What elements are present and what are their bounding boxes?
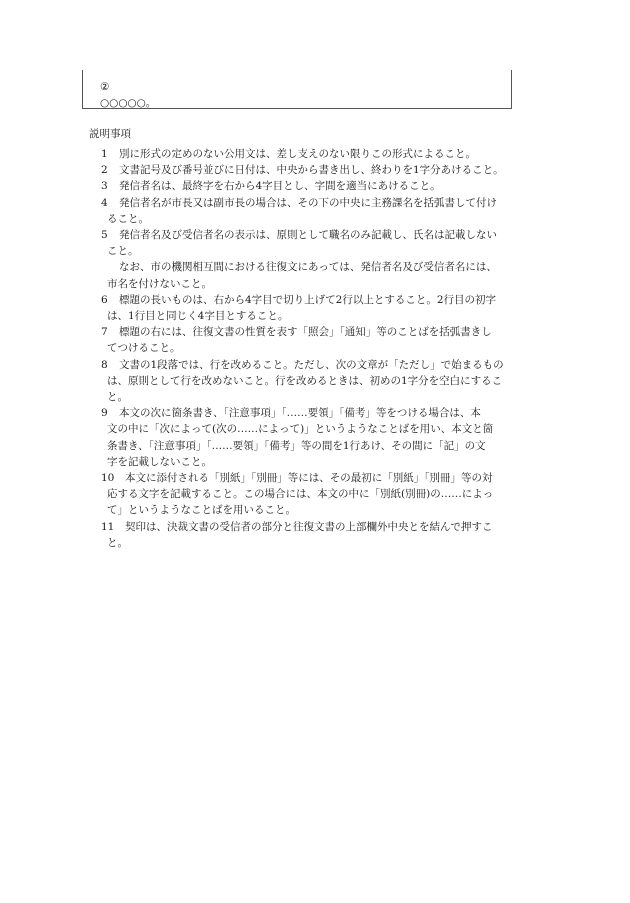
item-text: 標題の右には、往復文書の性質を表す「照会」「通知」等のことばを括弧書きし xyxy=(119,326,492,339)
item-text: こと。 xyxy=(107,245,139,258)
list-item xyxy=(89,324,549,356)
item-number: 5 xyxy=(101,228,108,241)
box-line-2: ○○○○○。 xyxy=(100,97,157,109)
list-item xyxy=(89,519,549,551)
item-number: 11 xyxy=(101,520,115,533)
item-text: てつけること。 xyxy=(107,342,181,355)
list-item xyxy=(89,470,549,519)
item-text: は、原則として行を改めないこと。行を改めるときは、初めの1字分を空白にするこ xyxy=(107,374,503,387)
item-text: なお、市の機関相互間における往復文にあっては、発信者名及び受信者名には、 xyxy=(119,261,497,274)
item-text: 文書の1段落では、行を改めること。ただし、次の文章が「ただし」で始まるもの xyxy=(119,358,504,371)
item-text: 字を記載しないこと。 xyxy=(107,455,212,468)
item-text: は、1行目と同じく4字目とすること。 xyxy=(107,309,289,322)
item-number: 4 xyxy=(101,196,108,209)
item-text: 文の中に「次によって(次の……によって)」というようなことばを用い、本文と箇 xyxy=(107,423,494,436)
item-text: 発信者名は、最終字を右から4字目とし、字間を適当にあけること。 xyxy=(119,180,441,193)
list-item xyxy=(89,357,549,406)
item-text: 本文の次に箇条書き、「注意事項」「……要領」「備考」等をつける場合は、本 xyxy=(119,407,481,420)
list-item xyxy=(89,292,549,324)
item-number: 2 xyxy=(101,164,108,177)
item-text: 別に形式の定めのない公用文は、差し支えのない限りこの形式によること。 xyxy=(119,148,476,160)
item-text: 標題の長いものは、右から4字目で切り上げて2行以上とすること。2行目の初字 xyxy=(119,293,497,306)
item-number: 9 xyxy=(101,407,108,420)
item-number: 10 xyxy=(101,471,115,484)
explanation-list xyxy=(89,146,549,551)
list-item xyxy=(89,227,549,292)
item-text: ること。 xyxy=(107,212,149,225)
item-number: 6 xyxy=(101,293,108,306)
item-number: 8 xyxy=(101,358,108,371)
item-text: と。 xyxy=(107,390,128,403)
item-text: 本文に添付される「別紙」「別冊」等には、その最初に「別紙」「別冊」等の対 xyxy=(125,471,493,484)
item-text: 契印は、決裁文書の受信者の部分と往復文書の上部欄外中央とを結んで押すこ xyxy=(125,520,493,533)
list-item xyxy=(89,405,549,470)
list-item xyxy=(89,195,549,227)
item-text: て」というようなことばを用いること。 xyxy=(107,504,296,517)
item-text: と。 xyxy=(107,536,128,549)
item-text: 発信者名及び受信者名の表示は、原則として職名のみ記載し、氏名は記載しない xyxy=(119,228,497,241)
form-box xyxy=(82,70,512,109)
list-item xyxy=(89,146,549,162)
list-item xyxy=(89,178,549,194)
item-number: 7 xyxy=(101,326,108,339)
item-text: 文書記号及び番号並びに日付は、中央から書き出し、終わりを1字分あけること。 xyxy=(119,164,504,177)
item-text: 応する文字を記載すること。この場合には、本文の中に「別紙(別冊)の……によっ xyxy=(107,488,494,501)
item-text: 発信者名が市長又は副市長の場合は、その下の中央に主務課名を括弧書して付け xyxy=(119,196,497,209)
section-title: 説明事項 xyxy=(89,128,131,140)
item-text: 市名を付けないこと。 xyxy=(107,277,212,290)
item-text: 条書き、「注意事項」「……要領」「備考」等の間を1行あけ、その間に「記」の文 xyxy=(107,439,486,452)
box-line-1: ② xyxy=(100,81,110,93)
item-number: 1 xyxy=(101,148,108,160)
list-item xyxy=(89,162,549,178)
item-number: 3 xyxy=(101,180,108,193)
